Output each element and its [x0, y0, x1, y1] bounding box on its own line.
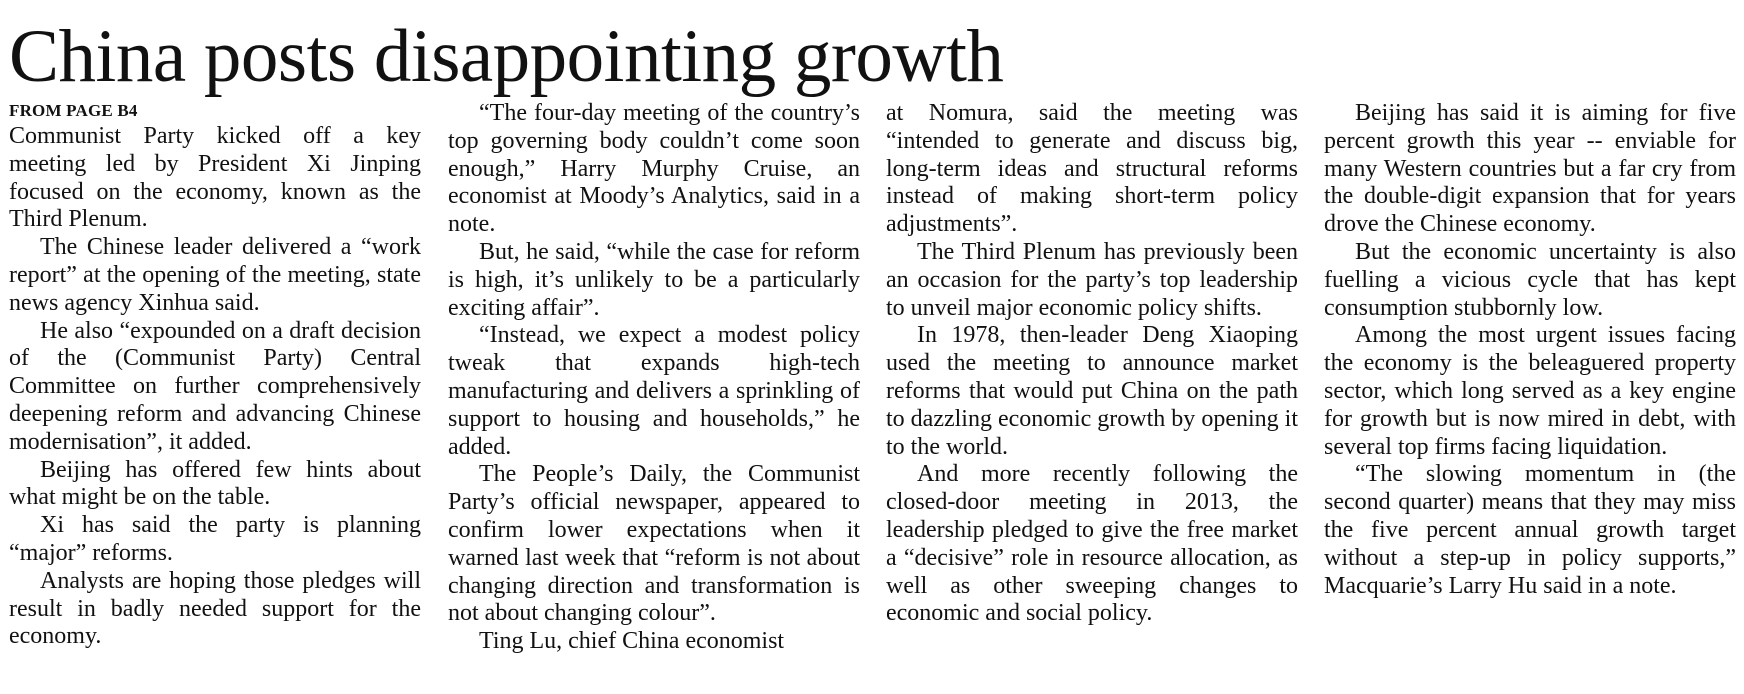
paragraph: “Instead, we expect a modest policy tweak that expands high-tech manufacturing and delivers a sprinkling of support to housing and households,” he added. — [448, 322, 860, 460]
paragraph: “The slowing momentum in (the second quarter) means that they may miss the five percent annual growth target without a step-up in policy supports,” Macquarie’s Larry Hu said in a note. — [1324, 461, 1736, 599]
article-column-1 — [9, 100, 421, 651]
paragraph: The People’s Daily, the Communist Party’s official newspaper, appeared to confirm lower expectations when it warned last week that “reform is not about changing direction and transformation is not about changing colour”. — [448, 461, 860, 627]
paragraph: Among the most urgent issues facing the economy is the beleaguered property sector, which long served as a key engine for growth but is now mired in debt, with several top firms facing liquidation. — [1324, 322, 1736, 460]
article-column-2 — [448, 100, 860, 656]
paragraph: Ting Lu, chief China economist — [479, 628, 785, 655]
paragraph: Beijing has said it is aiming for five percent growth this year -- enviable for many Western countries but a far cry from the double-digit expansion that for years drove the Chinese economy. — [1324, 100, 1736, 238]
paragraph: He also “expounded on a draft decision of the (Communist Party) Central Committee on further comprehensively deepening reform and advancing Chinese modernisation”, it added. — [9, 317, 421, 455]
paragraph: Analysts are hoping those pledges will result in badly needed support for the economy. — [9, 567, 421, 650]
paragraph: Beijing has offered few hints about what might be on the table. — [9, 456, 421, 511]
paragraph: But, he said, “while the case for reform is high, it’s unlikely to be a particularly exciting affair”. — [448, 238, 860, 321]
paragraph: In 1978, then-leader Deng Xiaoping used the meeting to announce market reforms that would put China on the path to dazzling economic growth by opening it to the world. — [886, 322, 1298, 460]
paragraph: The Chinese leader delivered a “work report” at the opening of the meeting, state news agency Xinhua said. — [9, 234, 421, 316]
paragraph: Xi has said the party is planning “major” reforms. — [9, 512, 421, 566]
paragraph: Communist Party kicked off a key meeting led by President Xi Jinping focused on the economy, known as the Third Plenum. — [9, 123, 421, 233]
article-column-4 — [1324, 100, 1736, 600]
article-column-3 — [886, 100, 1298, 628]
paragraph: “The four-day meeting of the country’s top governing body couldn’t come soon enough,” Harry Murphy Cruise, an economist at Moody’s Analytics, said in a note. — [448, 100, 860, 238]
headline: China posts disappointing growth — [9, 15, 1004, 98]
paragraph: The Third Plenum has previously been an occasion for the party’s top leadership to unveil major economic policy shifts. — [886, 238, 1298, 321]
jump-label: FROM PAGE B4 — [9, 101, 138, 120]
paragraph: But the economic uncertainty is also fuelling a vicious cycle that has kept consumption stubbornly low. — [1324, 238, 1736, 321]
paragraph: And more recently following the closed-door meeting in 2013, the leadership pledged to give the free market a “decisive” role in resource allocation, as well as other sweeping changes to economic and social policy. — [886, 461, 1298, 627]
paragraph: at Nomura, said the meeting was “intended to generate and discuss big, long-term ideas and structural reforms instead of making short-term policy adjustments”. — [886, 100, 1298, 238]
